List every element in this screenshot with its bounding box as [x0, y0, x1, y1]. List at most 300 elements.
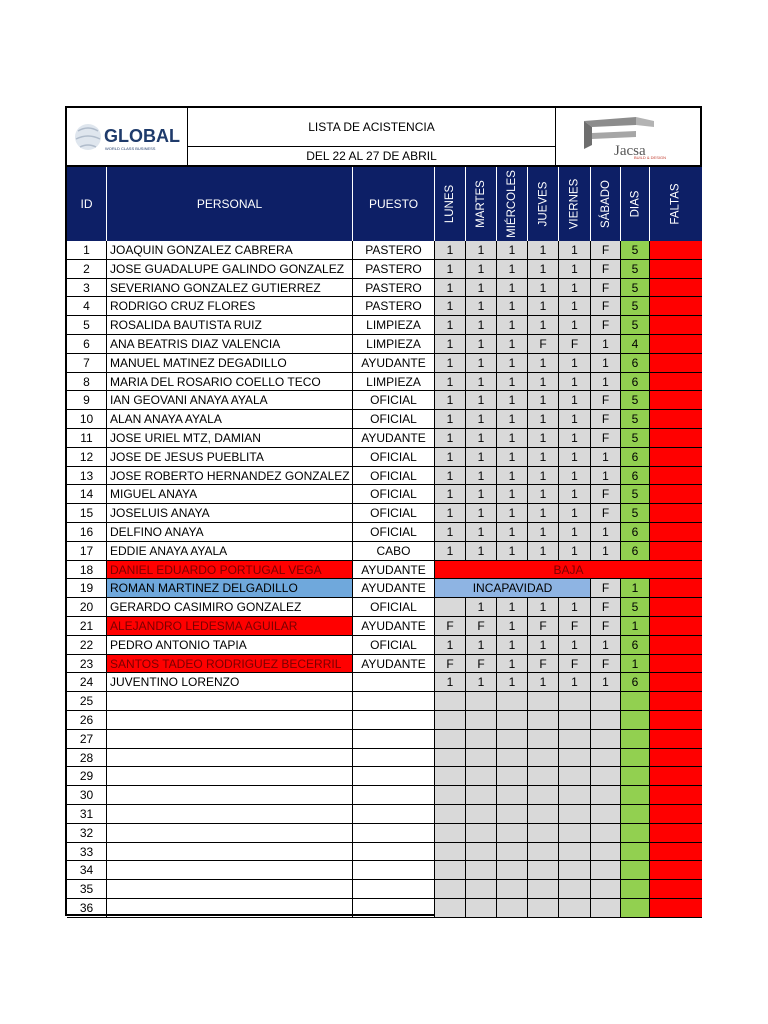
- day-cell: F: [591, 598, 621, 617]
- dias-count: [621, 730, 650, 749]
- day-cell: 1: [435, 485, 466, 504]
- day-cell: 1: [528, 448, 559, 467]
- day-cell: [528, 711, 559, 730]
- day-cell: 1: [497, 655, 528, 674]
- day-cell: 1: [497, 598, 528, 617]
- day-cell: [466, 730, 497, 749]
- row-name: SANTOS TADEO RODRIGUEZ BECERRIL: [107, 655, 353, 674]
- day-cell: F: [528, 335, 559, 354]
- day-cell: [497, 805, 528, 824]
- day-cell: 1: [466, 467, 497, 486]
- day-cell: [591, 730, 621, 749]
- faltas-cell: [650, 673, 702, 692]
- row-name: ALAN ANAYA AYALA: [107, 410, 353, 429]
- day-cell: 1: [559, 354, 591, 373]
- row-role: [353, 749, 435, 768]
- day-cell: 1: [497, 636, 528, 655]
- row-id: 11: [67, 429, 107, 448]
- day-cell: 1: [466, 448, 497, 467]
- day-cell: [466, 805, 497, 824]
- day-cell: F: [591, 241, 621, 260]
- day-cell: [497, 824, 528, 843]
- day-cell: 1: [466, 636, 497, 655]
- attendance-rows: [67, 241, 702, 918]
- row-name: [107, 786, 353, 805]
- table-row: [67, 241, 702, 260]
- dias-count: 4: [621, 335, 650, 354]
- day-cell: [497, 786, 528, 805]
- dias-count: [621, 786, 650, 805]
- dias-count: 1: [621, 617, 650, 636]
- row-name: ROSALIDA BAUTISTA RUIZ: [107, 316, 353, 335]
- faltas-cell: [650, 391, 702, 410]
- row-id: 2: [67, 260, 107, 279]
- dias-count: [621, 899, 650, 918]
- day-cell: [559, 730, 591, 749]
- row-id: 4: [67, 297, 107, 316]
- day-cell: [559, 767, 591, 786]
- day-cell: [497, 861, 528, 880]
- column-header-row: [67, 167, 702, 241]
- day-cell: 1: [528, 410, 559, 429]
- day-cell: 1: [466, 241, 497, 260]
- day-cell: [497, 899, 528, 918]
- row-id: 8: [67, 373, 107, 392]
- day-cell: 1: [528, 542, 559, 561]
- row-id: 12: [67, 448, 107, 467]
- faltas-cell: [650, 692, 702, 711]
- day-cell: [591, 692, 621, 711]
- col-faltas: FALTAS: [670, 183, 682, 225]
- day-cell: [528, 786, 559, 805]
- dias-count: 6: [621, 354, 650, 373]
- row-name: [107, 824, 353, 843]
- day-cell: [435, 711, 466, 730]
- table-row: [67, 617, 702, 636]
- dias-count: 5: [621, 241, 650, 260]
- row-role: CABO: [353, 542, 435, 561]
- table-row: [67, 391, 702, 410]
- row-name: ROMAN MARTINEZ DELGADILLO: [107, 579, 353, 598]
- row-id: 9: [67, 391, 107, 410]
- day-cell: [559, 880, 591, 899]
- day-cell: 1: [466, 542, 497, 561]
- day-cell: 1: [466, 316, 497, 335]
- row-name: RODRIGO CRUZ FLORES: [107, 297, 353, 316]
- day-cell: [497, 749, 528, 768]
- day-cell: [528, 880, 559, 899]
- faltas-cell: [650, 843, 702, 862]
- day-cell: 1: [559, 636, 591, 655]
- day-cell: F: [466, 617, 497, 636]
- day-cell: [466, 843, 497, 862]
- faltas-cell: [650, 260, 702, 279]
- day-cell: [466, 786, 497, 805]
- col-martes: MARTES: [466, 167, 497, 241]
- faltas-cell: [650, 241, 702, 260]
- table-row: [67, 410, 702, 429]
- faltas-cell: [650, 786, 702, 805]
- day-cell: [435, 880, 466, 899]
- day-cell: [591, 767, 621, 786]
- day-cell: 1: [466, 391, 497, 410]
- day-cell: 1: [435, 279, 466, 298]
- row-id: 14: [67, 485, 107, 504]
- day-cell: [559, 749, 591, 768]
- day-cell: 1: [559, 673, 591, 692]
- row-name: SEVERIANO GONZALEZ GUTIERREZ: [107, 279, 353, 298]
- row-role: [353, 843, 435, 862]
- row-id: 18: [67, 561, 107, 580]
- row-id: 13: [67, 467, 107, 486]
- row-role: LIMPIEZA: [353, 335, 435, 354]
- row-role: PASTERO: [353, 297, 435, 316]
- day-cell: 1: [497, 673, 528, 692]
- dias-count: [621, 767, 650, 786]
- day-cell: [528, 692, 559, 711]
- table-row: [67, 561, 702, 580]
- row-name: DELFINO ANAYA: [107, 523, 353, 542]
- row-name: ANA BEATRIS DIAZ VALENCIA: [107, 335, 353, 354]
- dias-count: 1: [621, 655, 650, 674]
- globe-icon: [72, 117, 182, 157]
- row-name: [107, 843, 353, 862]
- day-cell: 1: [435, 354, 466, 373]
- day-cell: 1: [497, 617, 528, 636]
- day-cell: 1: [497, 467, 528, 486]
- day-cell: F: [591, 617, 621, 636]
- day-cell: [435, 730, 466, 749]
- col-jueves: JUEVES: [528, 167, 559, 241]
- day-cell: [466, 880, 497, 899]
- row-id: 25: [67, 692, 107, 711]
- day-cell: 1: [559, 523, 591, 542]
- day-cell: 1: [528, 241, 559, 260]
- day-cell: 1: [591, 467, 621, 486]
- day-cell: [497, 692, 528, 711]
- row-name: IAN GEOVANI ANAYA AYALA: [107, 391, 353, 410]
- table-row: [67, 805, 702, 824]
- day-cell: [528, 899, 559, 918]
- row-role: AYUDANTE: [353, 617, 435, 636]
- row-name: EDDIE ANAYA AYALA: [107, 542, 353, 561]
- row-id: 19: [67, 579, 107, 598]
- row-role: OFICIAL: [353, 504, 435, 523]
- row-role: OFICIAL: [353, 391, 435, 410]
- day-cell: 1: [497, 448, 528, 467]
- col-id: ID: [67, 167, 107, 241]
- day-cell: [435, 899, 466, 918]
- day-cell: 1: [466, 335, 497, 354]
- day-cell: 1: [528, 354, 559, 373]
- day-cell: [591, 824, 621, 843]
- day-cell: [528, 749, 559, 768]
- faltas-cell: [650, 410, 702, 429]
- day-cell: [591, 786, 621, 805]
- row-role: OFICIAL: [353, 523, 435, 542]
- row-name: [107, 692, 353, 711]
- day-cell: F: [591, 429, 621, 448]
- day-cell: 1: [435, 467, 466, 486]
- day-cell: 1: [591, 673, 621, 692]
- dias-count: [621, 843, 650, 862]
- day-cell: 1: [497, 542, 528, 561]
- row-name: [107, 767, 353, 786]
- day-cell: 1: [559, 241, 591, 260]
- day-cell: F: [591, 316, 621, 335]
- row-role: OFICIAL: [353, 410, 435, 429]
- building-icon: [574, 115, 684, 159]
- faltas-cell: [650, 880, 702, 899]
- faltas-cell: [650, 579, 702, 598]
- row-id: 23: [67, 655, 107, 674]
- day-cell: 1: [466, 373, 497, 392]
- day-cell: 1: [591, 523, 621, 542]
- day-cell: 1: [559, 467, 591, 486]
- row-name: [107, 880, 353, 899]
- col-personal: PERSONAL: [107, 167, 353, 241]
- day-cell: F: [466, 655, 497, 674]
- day-cell: 1: [528, 297, 559, 316]
- day-cell: [528, 843, 559, 862]
- day-cell: [466, 899, 497, 918]
- day-cell: [528, 805, 559, 824]
- day-cell: F: [559, 617, 591, 636]
- day-cell: 1: [528, 391, 559, 410]
- row-name: PEDRO ANTONIO TAPIA: [107, 636, 353, 655]
- day-cell: 1: [528, 523, 559, 542]
- day-cell: [435, 824, 466, 843]
- day-cell: 1: [497, 373, 528, 392]
- row-role: OFICIAL: [353, 598, 435, 617]
- row-role: PASTERO: [353, 279, 435, 298]
- day-cell: 1: [528, 504, 559, 523]
- day-cell: 1: [591, 448, 621, 467]
- dias-count: [621, 749, 650, 768]
- day-cell: 1: [435, 448, 466, 467]
- day-cell: 1: [559, 485, 591, 504]
- faltas-cell: [650, 354, 702, 373]
- day-cell: F: [559, 655, 591, 674]
- row-role: [353, 899, 435, 918]
- dias-count: [621, 711, 650, 730]
- row-name: GERARDO CASIMIRO GONZALEZ: [107, 598, 353, 617]
- day-cell: [591, 711, 621, 730]
- table-row: [67, 354, 702, 373]
- day-cell: 1: [466, 297, 497, 316]
- date-range-text: DEL 22 AL 27 DE ABRIL: [306, 149, 437, 163]
- table-row: [67, 504, 702, 523]
- day-cell: 1: [435, 241, 466, 260]
- row-role: [353, 730, 435, 749]
- row-id: 36: [67, 899, 107, 918]
- faltas-cell: [650, 617, 702, 636]
- faltas-cell: [650, 504, 702, 523]
- day-cell: F: [591, 279, 621, 298]
- row-id: 32: [67, 824, 107, 843]
- table-row: [67, 523, 702, 542]
- attendance-sheet: [65, 106, 702, 916]
- row-id: 34: [67, 861, 107, 880]
- row-id: 31: [67, 805, 107, 824]
- day-cell: 1: [497, 391, 528, 410]
- table-row: [67, 749, 702, 768]
- row-name: DANIEL EDUARDO PORTUGAL VEGA: [107, 561, 353, 580]
- day-cell: 1: [466, 523, 497, 542]
- dias-count: 5: [621, 391, 650, 410]
- day-cell: [559, 805, 591, 824]
- day-cell: 1: [435, 391, 466, 410]
- col-sabado: SÁBADO: [591, 167, 621, 241]
- global-logo-text: GLOBAL: [104, 125, 180, 146]
- table-row: [67, 373, 702, 392]
- global-logo: [67, 108, 188, 167]
- day-cell: [435, 843, 466, 862]
- day-cell: 1: [559, 316, 591, 335]
- row-id: 6: [67, 335, 107, 354]
- dias-count: [621, 692, 650, 711]
- faltas-cell: [650, 636, 702, 655]
- row-role: [353, 767, 435, 786]
- day-cell: [559, 843, 591, 862]
- faltas-cell: [650, 523, 702, 542]
- faltas-cell: [650, 373, 702, 392]
- table-row: [67, 673, 702, 692]
- row-id: 15: [67, 504, 107, 523]
- day-cell: 1: [466, 504, 497, 523]
- faltas-cell: [650, 448, 702, 467]
- day-cell: F: [591, 260, 621, 279]
- day-cell: 1: [559, 542, 591, 561]
- day-cell-sabado: F: [591, 579, 621, 598]
- row-id: 5: [67, 316, 107, 335]
- day-cell: [528, 767, 559, 786]
- dias-count: 5: [621, 279, 650, 298]
- dias-count: [621, 880, 650, 899]
- day-cell: 1: [466, 354, 497, 373]
- row-id: 10: [67, 410, 107, 429]
- dias-count: 5: [621, 297, 650, 316]
- row-id: 30: [67, 786, 107, 805]
- day-cell: 1: [435, 410, 466, 429]
- dias-count: [621, 861, 650, 880]
- row-role: [353, 786, 435, 805]
- day-cell: 1: [435, 542, 466, 561]
- day-cell: F: [591, 504, 621, 523]
- dias-count: 6: [621, 542, 650, 561]
- row-id: 22: [67, 636, 107, 655]
- row-role: AYUDANTE: [353, 579, 435, 598]
- row-role: [353, 861, 435, 880]
- day-cell: 1: [591, 354, 621, 373]
- day-cell: [497, 730, 528, 749]
- dias-count: 6: [621, 467, 650, 486]
- table-row: [67, 730, 702, 749]
- day-cell: 1: [497, 410, 528, 429]
- day-cell: 1: [497, 429, 528, 448]
- day-cell: 1: [559, 279, 591, 298]
- day-cell: 1: [497, 335, 528, 354]
- row-role: PASTERO: [353, 260, 435, 279]
- row-role: [353, 692, 435, 711]
- day-cell: 1: [497, 241, 528, 260]
- day-cell: 1: [559, 391, 591, 410]
- row-name: MANUEL MATINEZ DEGADILLO: [107, 354, 353, 373]
- day-cell: 1: [559, 260, 591, 279]
- day-cell: F: [591, 655, 621, 674]
- row-role: OFICIAL: [353, 636, 435, 655]
- table-row: [67, 297, 702, 316]
- dias-count: 5: [621, 429, 650, 448]
- row-name: [107, 730, 353, 749]
- row-name: MARIA DEL ROSARIO COELLO TECO: [107, 373, 353, 392]
- row-role: OFICIAL: [353, 485, 435, 504]
- day-cell: 1: [559, 410, 591, 429]
- dias-count: 5: [621, 504, 650, 523]
- row-id: 17: [67, 542, 107, 561]
- row-name: [107, 861, 353, 880]
- day-cell: 1: [559, 297, 591, 316]
- global-logo-tagline: WORLD CLASS BUSINESS: [105, 145, 156, 151]
- dias-count: [621, 824, 650, 843]
- row-role: OFICIAL: [353, 448, 435, 467]
- day-cell: [466, 711, 497, 730]
- faltas-cell: [650, 335, 702, 354]
- row-name: JOSE URIEL MTZ, DAMIAN: [107, 429, 353, 448]
- jacsa-logo-text: Jacsa: [614, 142, 646, 159]
- day-cell: [591, 805, 621, 824]
- table-row: [67, 598, 702, 617]
- faltas-cell: [650, 598, 702, 617]
- jacsa-logo: [556, 108, 702, 167]
- day-cell: [528, 824, 559, 843]
- faltas-cell: [650, 711, 702, 730]
- day-cell: 1: [497, 504, 528, 523]
- row-role: PASTERO: [353, 241, 435, 260]
- table-row: [67, 711, 702, 730]
- table-row: [67, 880, 702, 899]
- table-row: [67, 448, 702, 467]
- day-cell: 1: [497, 260, 528, 279]
- row-id: 24: [67, 673, 107, 692]
- table-row: [67, 485, 702, 504]
- date-range: [188, 147, 556, 167]
- day-cell: 1: [435, 523, 466, 542]
- table-row: [67, 279, 702, 298]
- faltas-cell: [650, 467, 702, 486]
- row-role: [353, 711, 435, 730]
- day-cell: [559, 692, 591, 711]
- row-id: 1: [67, 241, 107, 260]
- day-cell: F: [591, 391, 621, 410]
- faltas-cell: [650, 899, 702, 918]
- dias-count: 6: [621, 673, 650, 692]
- day-cell: [466, 692, 497, 711]
- faltas-cell: [650, 767, 702, 786]
- faltas-cell: [650, 805, 702, 824]
- day-cell: 1: [435, 316, 466, 335]
- day-cell: [559, 899, 591, 918]
- row-role: OFICIAL: [353, 467, 435, 486]
- day-cell: 1: [559, 373, 591, 392]
- day-cell: 1: [435, 373, 466, 392]
- day-cell: 1: [591, 373, 621, 392]
- day-cell: 1: [466, 279, 497, 298]
- row-role: AYUDANTE: [353, 429, 435, 448]
- dias-count: 6: [621, 636, 650, 655]
- day-cell: 1: [497, 316, 528, 335]
- day-cell: 1: [435, 335, 466, 354]
